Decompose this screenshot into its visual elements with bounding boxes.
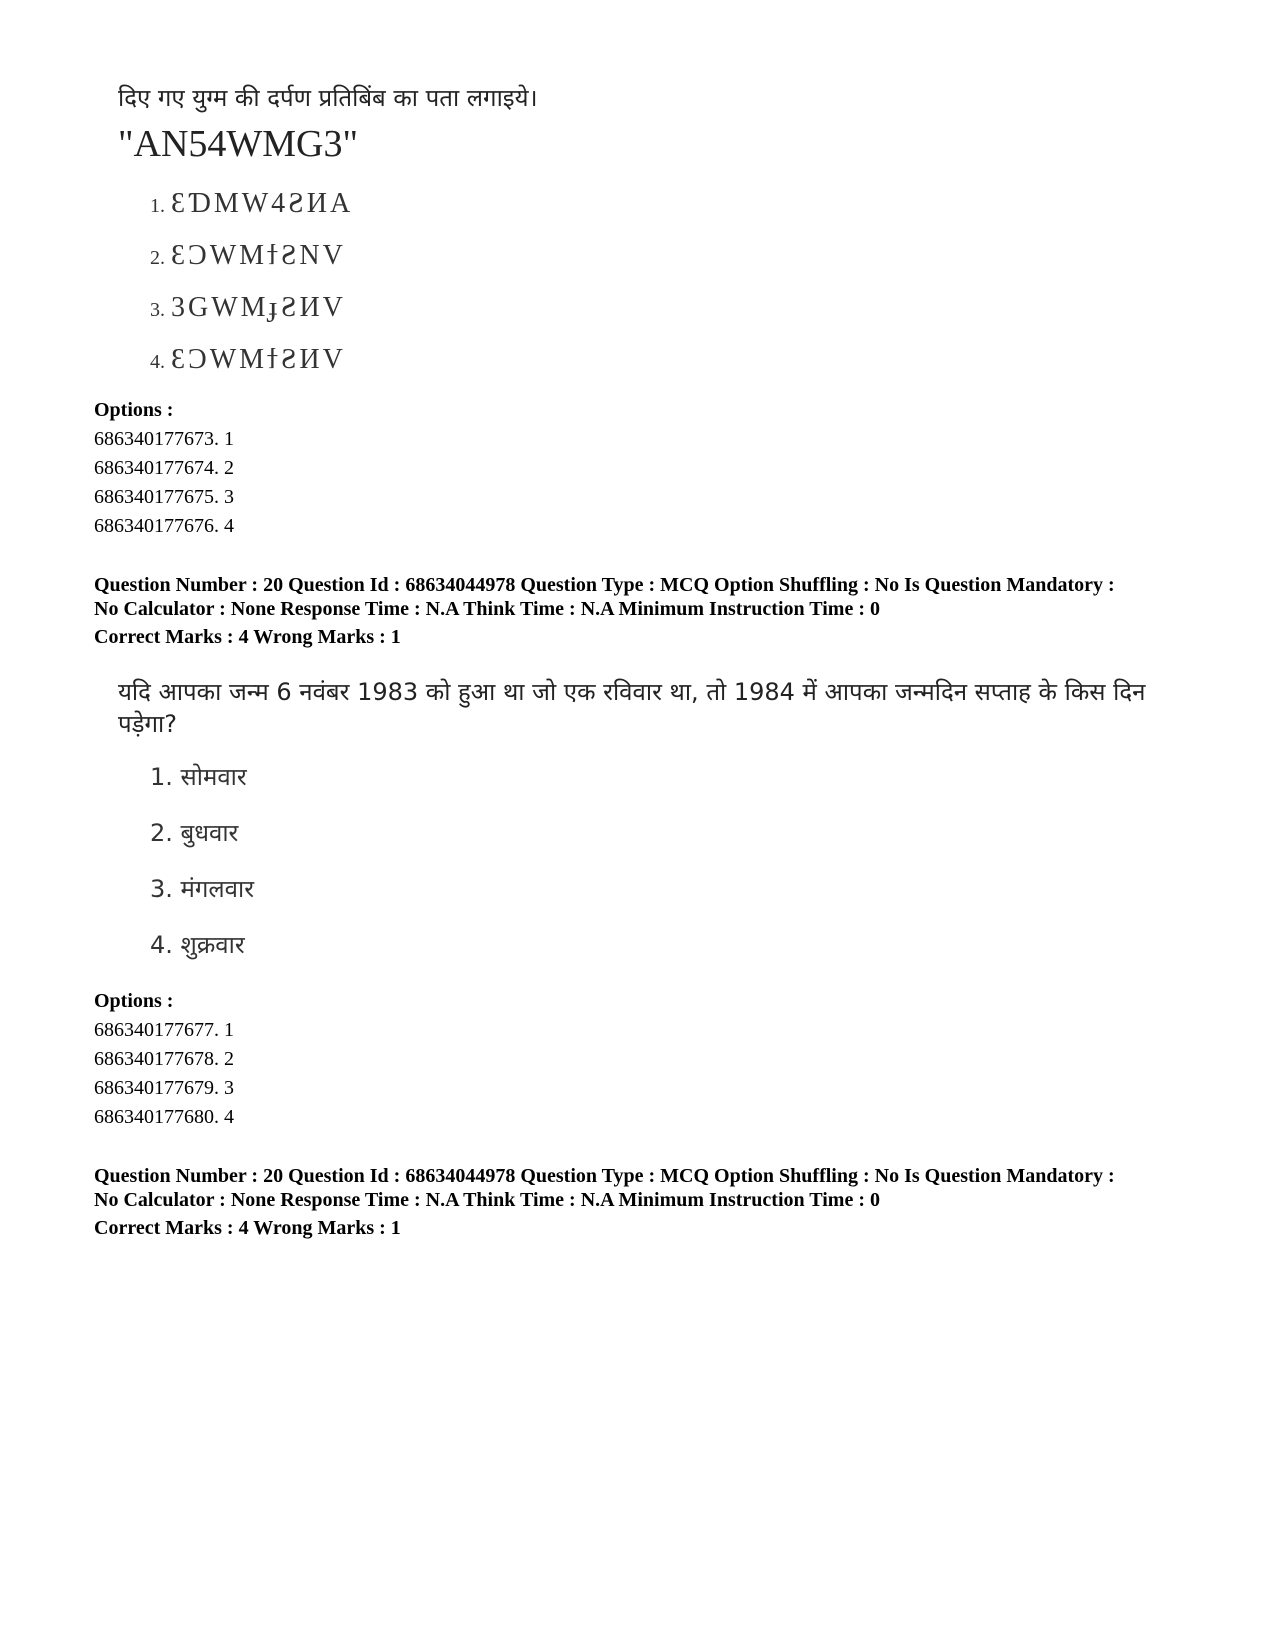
options-label: Options : bbox=[94, 399, 174, 421]
q1-choice-1 bbox=[150, 188, 353, 220]
option-row: 686340177677. 1 bbox=[94, 1019, 234, 1041]
option-row: 686340177676. 4 bbox=[94, 515, 234, 537]
q2-choice-4: 4. शुक्रवार bbox=[150, 931, 245, 959]
q2-choice-2: 2. बुधवार bbox=[150, 819, 239, 847]
q1-choice-2 bbox=[150, 240, 346, 272]
mirror-string: ƐƊMW4ƧИA bbox=[171, 188, 354, 219]
question-2-text-line-1: यदि आपका जन्म 6 नवंबर 1983 को हुआ था जो एक रविवार था, तो 1984 में आपका जन्मदिन सप्ताह के किस दिन bbox=[118, 678, 1146, 706]
choice-number: 2. bbox=[150, 247, 165, 269]
mirror-string: ƐƆWMϯƧNV bbox=[171, 240, 346, 271]
option-row: 686340177673. 1 bbox=[94, 428, 234, 450]
question-meta-1 bbox=[94, 573, 1204, 649]
options-label: Options : bbox=[94, 990, 174, 1012]
question-2-image bbox=[118, 676, 1145, 740]
options-block-2 bbox=[94, 987, 234, 1132]
question-2-text-line-2: पड़ेगा? bbox=[118, 710, 177, 738]
choice-number: 4. bbox=[150, 351, 165, 373]
meta-marks: Correct Marks : 4 Wrong Marks : 1 bbox=[94, 1217, 401, 1239]
mirror-string: ƐƆWMϯƧИV bbox=[171, 344, 346, 375]
question-1-image bbox=[118, 82, 538, 166]
option-row: 686340177680. 4 bbox=[94, 1106, 234, 1128]
option-row: 686340177675. 3 bbox=[94, 486, 234, 508]
question-1-text: दिए गए युग्म की दर्पण प्रतिबिंब का पता लगाइये। bbox=[118, 84, 538, 112]
meta-line-2: No Calculator : None Response Time : N.A Think Time : N.A Minimum Instruction Time : 0 bbox=[94, 1189, 880, 1211]
meta-marks: Correct Marks : 4 Wrong Marks : 1 bbox=[94, 626, 401, 648]
q2-choice-3: 3. मंगलवार bbox=[150, 875, 255, 903]
q2-choice-1: 1. सोमवार bbox=[150, 763, 247, 791]
mirror-string: 3GWMɟƧИV bbox=[171, 292, 346, 323]
option-row: 686340177679. 3 bbox=[94, 1077, 234, 1099]
q1-choice-3 bbox=[150, 292, 346, 324]
choice-number: 3. bbox=[150, 299, 165, 321]
meta-line-1: Question Number : 20 Question Id : 68634044978 Question Type : MCQ Option Shuffling : No Is Question Mandatory : bbox=[94, 574, 1115, 596]
option-row: 686340177674. 2 bbox=[94, 457, 234, 479]
question-1-code: "AN54WMG3" bbox=[118, 123, 359, 165]
meta-line-2: No Calculator : None Response Time : N.A Think Time : N.A Minimum Instruction Time : 0 bbox=[94, 598, 880, 620]
question-meta-2 bbox=[94, 1164, 1204, 1240]
choice-number: 1. bbox=[150, 195, 165, 217]
options-block-1 bbox=[94, 396, 234, 541]
q1-choice-4 bbox=[150, 344, 346, 376]
option-row: 686340177678. 2 bbox=[94, 1048, 234, 1070]
meta-line-1: Question Number : 20 Question Id : 68634044978 Question Type : MCQ Option Shuffling : No Is Question Mandatory : bbox=[94, 1165, 1115, 1187]
